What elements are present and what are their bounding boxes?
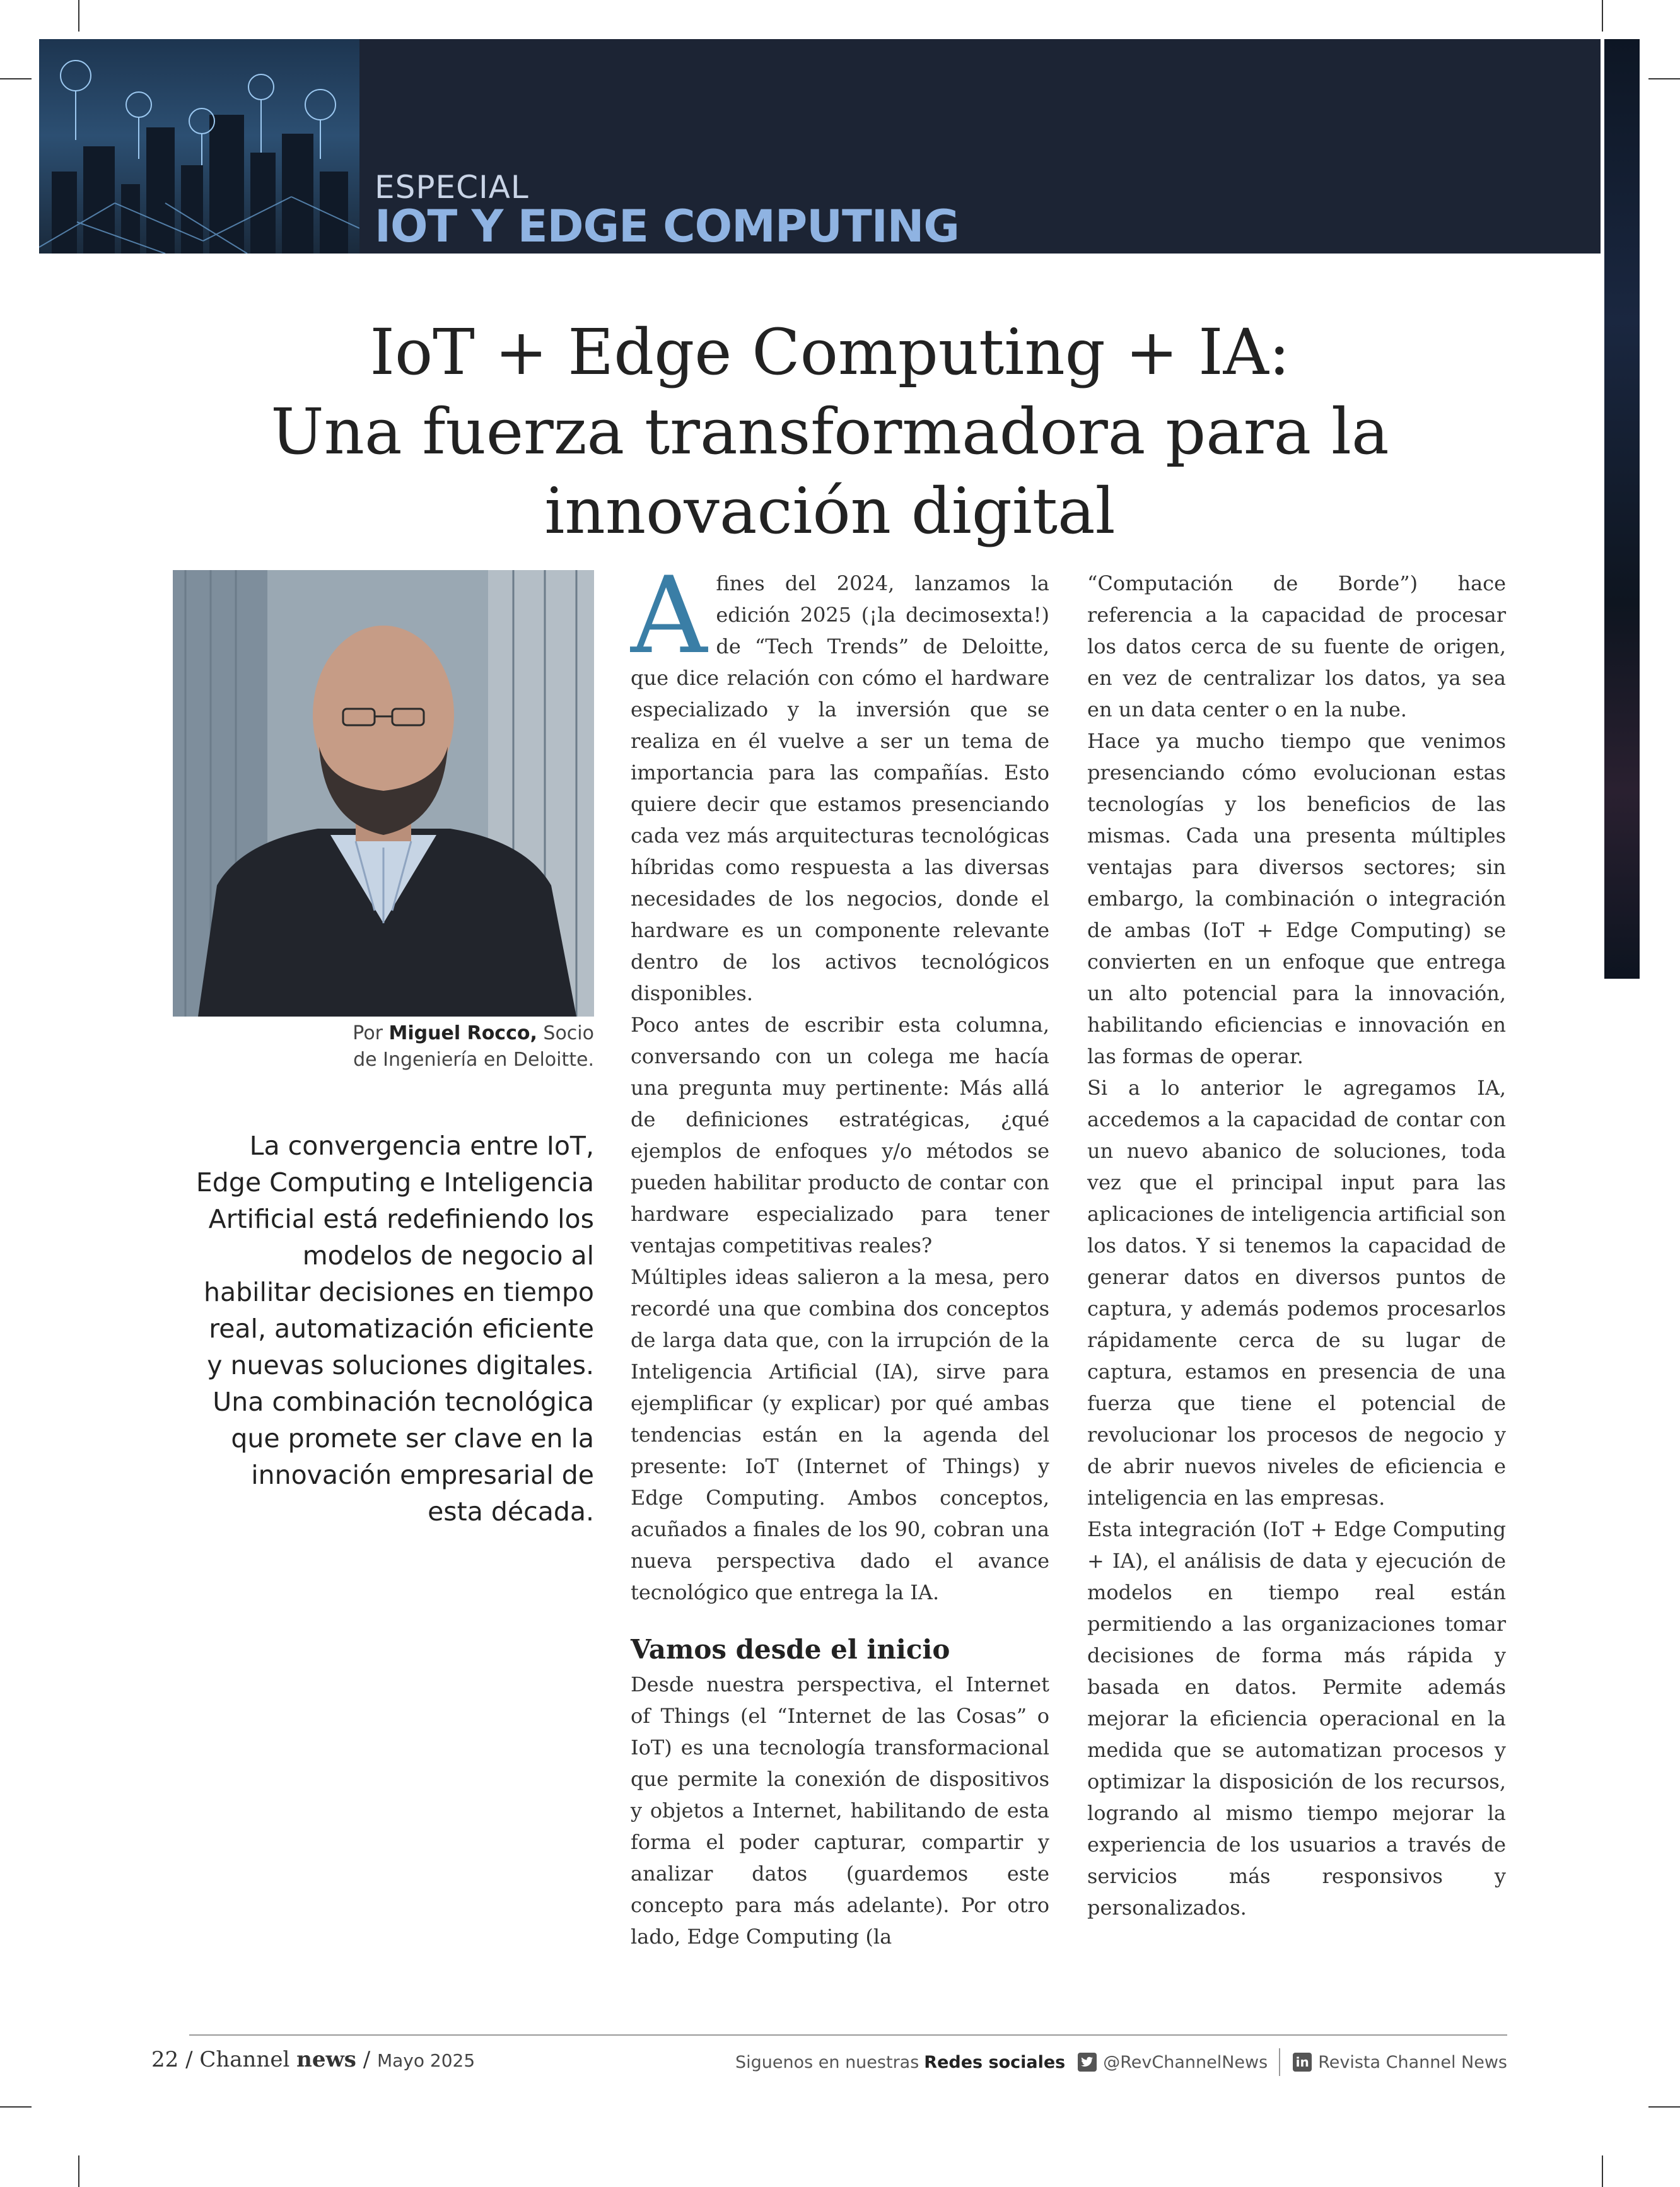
pull-quote: La convergencia entre IoT, Edge Computing e Inteligencia Artificial está redefiniendo los modelos de negocio al habilitar decisiones en tiempo real, automatización eficiente y nuevas soluciones digitales. Una combinación tecnológica que promete ser clave en la innovación empresarial de esta década. bbox=[195, 1131, 594, 1527]
photo-caption bbox=[173, 1020, 594, 1073]
crop-mark bbox=[0, 78, 32, 79]
article-paragraph: Esta integración (IoT + Edge Computing + IA), el análisis de data y ejecución de modelos en tiempo real están permitiendo a las organizaciones tomar decisiones de forma más rápida y basada en datos. Permite además mejorar la eficiencia operacional en la medida que se automatizan procesos y optimizar la disposición de los recursos, logrando al mismo tiempo mejorar la experiencia de los usuarios a través de servicios más responsivos y personalizados. bbox=[1087, 1517, 1506, 1920]
footer-social bbox=[735, 2048, 1507, 2076]
crop-mark bbox=[1602, 2155, 1603, 2187]
article-paragraph: Afines del 2024, lanzamos la edición 2025 (¡la decimosexta!) de “Tech Trends” de Deloitte, que dice relación con cómo el hardware especializado y la inversión que se realiza en él vuelve a ser un tema de importancia para las compañías. Esto quiere decir que estamos presenciando cada vez más arquitecturas tecnológicas híbridas como respuesta a las diversas necesidades de los negocios, donde el hardware es un componente relevante dentro de los activos tecnológicos disponibles. bbox=[631, 554, 1049, 1005]
section-subhead: Vamos desde el inicio bbox=[631, 1634, 950, 1665]
article-paragraph: Si a lo anterior le agregamos IA, accedemos a la capacidad de contar con un nuevo abanico de soluciones, toda vez que el principal input para las aplicaciones de inteligencia artificial son los datos. Y si tenemos la capacidad de generar datos en diversos puntos de captura, y además podemos procesarlos rápidamente cerca de su lugar de captura, estamos en presencia de una fuerza que tiene el potencial de revolucionar los procesos de negocio y de abrir nuevos niveles de eficiencia e inteligencia en las empresas. bbox=[1087, 1076, 1506, 1510]
twitter-handle[interactable]: @RevChannelNews bbox=[1103, 2052, 1268, 2072]
linkedin-name[interactable]: Revista Channel News bbox=[1318, 2052, 1507, 2072]
header-city-image bbox=[39, 39, 359, 254]
social-text-strong: Redes sociales bbox=[924, 2052, 1066, 2072]
twitter-icon[interactable] bbox=[1078, 2053, 1097, 2072]
issue-date: Mayo 2025 bbox=[376, 2050, 475, 2071]
article-paragraph: Múltiples ideas salieron a la mesa, pero recordé una que combina dos conceptos de larga data que, con la irrupción de la Inteligencia Artificial (IA), sirve para ejemplificar (y explicar) por qué ambas tendencias están en la agenda del presente: IoT (Internet of Things) y Edge Computing. Ambos conceptos, acuñados a finales de los 90, cobran una nueva perspectiva dado el avance tecnológico que entrega la IA. bbox=[631, 1265, 1049, 1604]
footer-folio: 22 / Channel news / Mayo 2025 bbox=[151, 2047, 475, 2072]
crop-mark bbox=[78, 2155, 79, 2187]
social-text: Siguenos en nuestras bbox=[735, 2052, 919, 2072]
crop-mark bbox=[0, 2106, 32, 2108]
page-number: 22 bbox=[151, 2047, 179, 2072]
article-paragraph: Poco antes de escribir esta columna, conversando con un colega me hacía una pregunta muy pertinente: Más allá de definiciones estratégicas, ¿qué ejemplos de enfoques y/o métodos se pueden habilitar producto de contar con hardware especializado para tener ventajas competitivas reales? bbox=[631, 1013, 1049, 1257]
section-title: IOT Y EDGE COMPUTING bbox=[375, 201, 959, 252]
headline-line: innovación digital bbox=[544, 474, 1116, 548]
section-kicker: ESPECIAL bbox=[375, 169, 529, 206]
article-column-1 bbox=[631, 554, 1049, 1952]
article-paragraph: Hace ya mucho tiempo que venimos presenciando cómo evolucionan estas tecnologías y los beneficios de las mismas. Cada una presenta múltiples ventajas para diversos sectores; sin embargo, la combinación o integración de ambas (IoT + Edge Computing) se convierten en un enfoque que entrega un alto potencial para la innovación, habilitando eficiencias e innovación en las formas de operar. bbox=[1087, 729, 1506, 1068]
crop-mark bbox=[1602, 0, 1603, 32]
linkedin-icon[interactable]: in bbox=[1293, 2053, 1312, 2072]
footer-separator bbox=[1279, 2048, 1280, 2076]
headline-line: IoT + Edge Computing + IA: bbox=[370, 315, 1290, 389]
crop-mark bbox=[1648, 78, 1680, 79]
caption-line-1: Por Miguel Rocco, Socio bbox=[353, 1022, 594, 1044]
crop-mark bbox=[78, 0, 79, 32]
caption-line-2: de Ingeniería en Deloitte. bbox=[353, 1049, 594, 1071]
headline-line: Una fuerza transformadora para la bbox=[271, 395, 1389, 469]
author-photo bbox=[173, 570, 594, 1017]
article-paragraph: “Computación de Borde”) hace referencia a la capacidad de procesar los datos cerca de su fuente de origen, en vez de centralizar los datos, ya sea en un data center o en la nube. bbox=[1087, 571, 1506, 721]
magazine-name: Channel news bbox=[199, 2047, 356, 2072]
caption-author: Miguel Rocco, bbox=[388, 1022, 537, 1044]
crop-mark bbox=[1648, 2106, 1680, 2108]
article-column-2 bbox=[1087, 568, 1506, 1923]
article-headline bbox=[189, 313, 1471, 551]
drop-cap: A bbox=[631, 554, 708, 677]
article-paragraph: Desde nuestra perspectiva, el Internet of Things (el “Internet de las Cosas” o IoT) es una tecnología transformacional que permite la conexión de dispositivos y objetos a Internet, habilitando de esta forma el poder capturar, compartir y analizar datos (guardemos este concepto para más adelante). Por otro lado, Edge Computing (la bbox=[631, 1672, 1049, 1949]
footer-rule bbox=[189, 2034, 1507, 2036]
side-image-strip bbox=[1604, 39, 1640, 979]
